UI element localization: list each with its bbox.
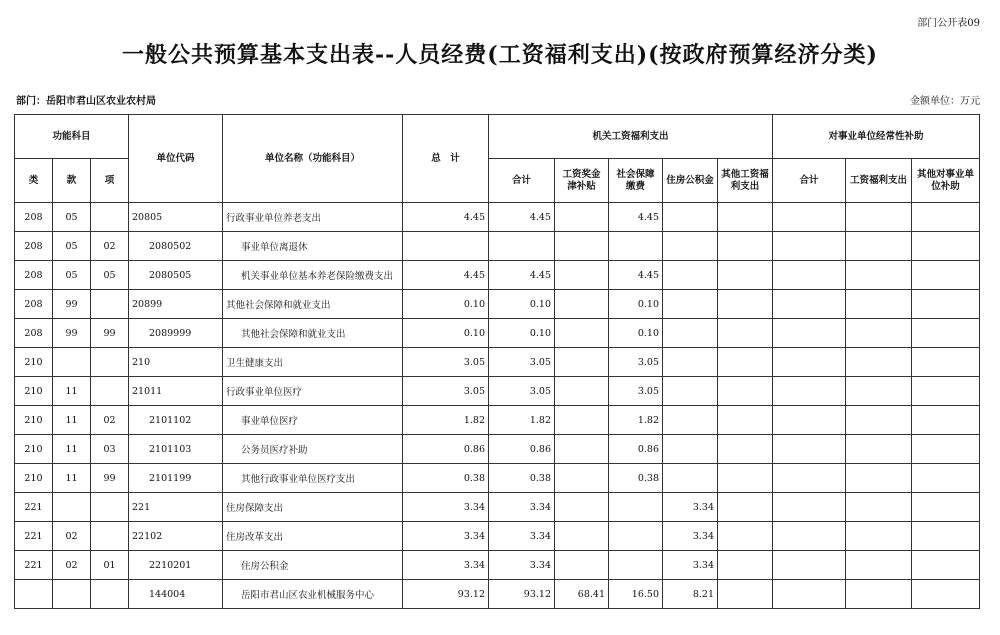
cell-unit-name: 机关事业单位基本养老保险缴费支出 <box>223 261 403 290</box>
cell-xiang: 99 <box>91 319 129 348</box>
cell-social-security: 3.05 <box>609 377 663 406</box>
cell-other-wage <box>718 203 773 232</box>
cell-inst-subtotal <box>773 319 846 348</box>
cell-lei: 221 <box>15 522 53 551</box>
cell-housing-fund: 8.21 <box>663 580 718 609</box>
table-row <box>15 464 980 493</box>
cell-other-wage <box>718 348 773 377</box>
header-inst-other: 其他对事业单位补助 <box>912 159 980 203</box>
cell-inst-subtotal <box>773 464 846 493</box>
cell-inst-wage <box>846 203 912 232</box>
cell-housing-fund: 3.34 <box>663 551 718 580</box>
cell-wage-bonus <box>555 522 609 551</box>
cell-social-security <box>609 232 663 261</box>
table-row <box>15 290 980 319</box>
cell-xiang <box>91 348 129 377</box>
cell-inst-subtotal <box>773 551 846 580</box>
cell-lei: 208 <box>15 290 53 319</box>
cell-lei: 221 <box>15 551 53 580</box>
cell-kuan: 02 <box>53 551 91 580</box>
cell-kuan <box>53 348 91 377</box>
cell-org-subtotal: 3.34 <box>489 522 555 551</box>
cell-wage-bonus <box>555 348 609 377</box>
cell-unit-code: 210 <box>129 348 223 377</box>
cell-inst-subtotal <box>773 377 846 406</box>
header-inst-wage: 工资福利支出 <box>846 159 912 203</box>
cell-xiang <box>91 493 129 522</box>
cell-wage-bonus <box>555 319 609 348</box>
cell-org-subtotal: 3.34 <box>489 551 555 580</box>
cell-inst-other <box>912 580 980 609</box>
cell-other-wage <box>718 580 773 609</box>
cell-xiang: 02 <box>91 232 129 261</box>
cell-org-subtotal: 3.34 <box>489 493 555 522</box>
cell-xiang: 01 <box>91 551 129 580</box>
cell-other-wage <box>718 435 773 464</box>
cell-lei: 208 <box>15 203 53 232</box>
cell-kuan: 99 <box>53 319 91 348</box>
cell-xiang <box>91 203 129 232</box>
header-unit-name: 单位名称（功能科目） <box>223 115 403 203</box>
cell-other-wage <box>718 232 773 261</box>
cell-inst-subtotal <box>773 203 846 232</box>
cell-housing-fund <box>663 464 718 493</box>
cell-unit-name: 卫生健康支出 <box>223 348 403 377</box>
cell-unit-name: 岳阳市君山区农业机械服务中心 <box>223 580 403 609</box>
cell-xiang: 03 <box>91 435 129 464</box>
cell-unit-code: 2101199 <box>129 464 223 493</box>
cell-wage-bonus <box>555 493 609 522</box>
cell-unit-name: 事业单位医疗 <box>223 406 403 435</box>
cell-unit-name: 住房保障支出 <box>223 493 403 522</box>
cell-xiang <box>91 290 129 319</box>
table-header <box>15 115 980 203</box>
cell-kuan: 11 <box>53 464 91 493</box>
department-label: 部门：岳阳市君山区农业农村局 <box>16 96 156 107</box>
cell-total: 93.12 <box>403 580 489 609</box>
cell-unit-name: 事业单位离退休 <box>223 232 403 261</box>
cell-unit-code: 20805 <box>129 203 223 232</box>
header-unit-code: 单位代码 <box>129 115 223 203</box>
cell-org-subtotal: 0.10 <box>489 290 555 319</box>
cell-social-security <box>609 522 663 551</box>
cell-inst-wage <box>846 348 912 377</box>
cell-social-security: 3.05 <box>609 348 663 377</box>
cell-inst-other <box>912 377 980 406</box>
cell-lei: 210 <box>15 406 53 435</box>
cell-lei: 208 <box>15 232 53 261</box>
header-total: 总 计 <box>403 115 489 203</box>
cell-total: 0.10 <box>403 319 489 348</box>
cell-unit-name: 其他社会保障和就业支出 <box>223 290 403 319</box>
cell-social-security <box>609 493 663 522</box>
cell-kuan: 11 <box>53 435 91 464</box>
cell-social-security: 4.45 <box>609 261 663 290</box>
cell-kuan: 02 <box>53 522 91 551</box>
cell-xiang: 05 <box>91 261 129 290</box>
header-wage-bonus: 工资奖金津补贴 <box>555 159 609 203</box>
cell-inst-other <box>912 551 980 580</box>
cell-total: 1.82 <box>403 406 489 435</box>
cell-unit-code: 221 <box>129 493 223 522</box>
table-body <box>15 203 980 609</box>
cell-inst-other <box>912 290 980 319</box>
cell-housing-fund <box>663 406 718 435</box>
cell-social-security: 0.38 <box>609 464 663 493</box>
cell-inst-wage <box>846 580 912 609</box>
cell-unit-name: 住房改革支出 <box>223 522 403 551</box>
cell-other-wage <box>718 319 773 348</box>
cell-wage-bonus <box>555 290 609 319</box>
table-row <box>15 348 980 377</box>
cell-org-subtotal: 0.38 <box>489 464 555 493</box>
cell-org-subtotal: 3.05 <box>489 377 555 406</box>
cell-kuan: 05 <box>53 203 91 232</box>
cell-wage-bonus <box>555 203 609 232</box>
amount-unit-label: 金额单位：万元 <box>910 96 980 107</box>
cell-social-security: 0.86 <box>609 435 663 464</box>
table-row <box>15 522 980 551</box>
cell-unit-code: 21011 <box>129 377 223 406</box>
cell-wage-bonus <box>555 464 609 493</box>
cell-unit-code: 2089999 <box>129 319 223 348</box>
cell-total: 3.34 <box>403 551 489 580</box>
cell-org-subtotal: 93.12 <box>489 580 555 609</box>
cell-social-security <box>609 551 663 580</box>
cell-org-subtotal: 4.45 <box>489 261 555 290</box>
cell-inst-wage <box>846 435 912 464</box>
cell-inst-wage <box>846 319 912 348</box>
cell-unit-name: 行政事业单位医疗 <box>223 377 403 406</box>
cell-inst-other <box>912 522 980 551</box>
header-lei: 类 <box>15 159 53 203</box>
table-row <box>15 261 980 290</box>
cell-kuan: 11 <box>53 377 91 406</box>
cell-inst-wage <box>846 551 912 580</box>
page-title: 一般公共预算基本支出表--人员经费(工资福利支出)(按政府预算经济分类) <box>122 42 878 68</box>
cell-housing-fund <box>663 232 718 261</box>
header-social-security: 社会保障缴费 <box>609 159 663 203</box>
cell-lei: 210 <box>15 435 53 464</box>
cell-wage-bonus <box>555 232 609 261</box>
cell-inst-wage <box>846 464 912 493</box>
cell-inst-subtotal <box>773 290 846 319</box>
cell-inst-other <box>912 203 980 232</box>
cell-total: 4.45 <box>403 203 489 232</box>
header-func-subject: 功能科目 <box>15 115 129 159</box>
cell-other-wage <box>718 464 773 493</box>
cell-housing-fund <box>663 377 718 406</box>
table-row <box>15 551 980 580</box>
cell-org-subtotal: 0.86 <box>489 435 555 464</box>
cell-inst-subtotal <box>773 493 846 522</box>
table-row <box>15 319 980 348</box>
cell-inst-wage <box>846 406 912 435</box>
cell-housing-fund <box>663 435 718 464</box>
cell-inst-other <box>912 261 980 290</box>
cell-unit-name: 住房公积金 <box>223 551 403 580</box>
cell-unit-name: 行政事业单位养老支出 <box>223 203 403 232</box>
cell-inst-other <box>912 435 980 464</box>
header-org-subtotal: 合计 <box>489 159 555 203</box>
cell-kuan: 99 <box>53 290 91 319</box>
cell-wage-bonus <box>555 435 609 464</box>
cell-lei: 210 <box>15 348 53 377</box>
cell-housing-fund <box>663 290 718 319</box>
cell-total: 0.38 <box>403 464 489 493</box>
cell-kuan: 11 <box>53 406 91 435</box>
cell-inst-subtotal <box>773 261 846 290</box>
cell-other-wage <box>718 522 773 551</box>
table-number-label: 部门公开表09 <box>917 18 980 29</box>
cell-unit-code: 144004 <box>129 580 223 609</box>
cell-wage-bonus <box>555 377 609 406</box>
cell-org-subtotal: 0.10 <box>489 319 555 348</box>
cell-inst-wage <box>846 232 912 261</box>
cell-housing-fund <box>663 261 718 290</box>
cell-kuan: 05 <box>53 232 91 261</box>
cell-lei: 208 <box>15 261 53 290</box>
cell-kuan: 05 <box>53 261 91 290</box>
cell-housing-fund <box>663 203 718 232</box>
cell-lei <box>15 580 53 609</box>
cell-org-subtotal: 1.82 <box>489 406 555 435</box>
cell-wage-bonus <box>555 261 609 290</box>
cell-inst-other <box>912 493 980 522</box>
cell-total: 3.34 <box>403 522 489 551</box>
cell-lei: 210 <box>15 377 53 406</box>
cell-total: 0.10 <box>403 290 489 319</box>
cell-total <box>403 232 489 261</box>
cell-inst-subtotal <box>773 522 846 551</box>
cell-unit-name: 其他社会保障和就业支出 <box>223 319 403 348</box>
cell-xiang: 99 <box>91 464 129 493</box>
cell-inst-subtotal <box>773 232 846 261</box>
cell-housing-fund: 3.34 <box>663 493 718 522</box>
cell-total: 0.86 <box>403 435 489 464</box>
table-row <box>15 377 980 406</box>
cell-total: 3.05 <box>403 348 489 377</box>
cell-other-wage <box>718 290 773 319</box>
cell-unit-code: 2080505 <box>129 261 223 290</box>
cell-unit-code: 2101102 <box>129 406 223 435</box>
header-housing-fund: 住房公积金 <box>663 159 718 203</box>
cell-unit-code: 2080502 <box>129 232 223 261</box>
cell-org-subtotal: 3.05 <box>489 348 555 377</box>
table-row <box>15 406 980 435</box>
cell-other-wage <box>718 551 773 580</box>
cell-other-wage <box>718 493 773 522</box>
header-other-wage: 其他工资福利支出 <box>718 159 773 203</box>
cell-unit-name: 公务员医疗补助 <box>223 435 403 464</box>
cell-social-security: 4.45 <box>609 203 663 232</box>
cell-other-wage <box>718 406 773 435</box>
cell-inst-other <box>912 348 980 377</box>
cell-inst-wage <box>846 377 912 406</box>
cell-lei: 221 <box>15 493 53 522</box>
header-org-group: 机关工资福利支出 <box>489 115 773 159</box>
cell-inst-subtotal <box>773 435 846 464</box>
cell-wage-bonus: 68.41 <box>555 580 609 609</box>
header-xiang: 项 <box>91 159 129 203</box>
cell-social-security: 1.82 <box>609 406 663 435</box>
cell-inst-wage <box>846 261 912 290</box>
header-inst-subtotal: 合计 <box>773 159 846 203</box>
table-row <box>15 435 980 464</box>
cell-social-security: 0.10 <box>609 290 663 319</box>
cell-unit-name: 其他行政事业单位医疗支出 <box>223 464 403 493</box>
budget-table <box>14 114 980 609</box>
cell-inst-other <box>912 464 980 493</box>
table-row <box>15 580 980 609</box>
cell-social-security: 16.50 <box>609 580 663 609</box>
cell-lei: 208 <box>15 319 53 348</box>
cell-social-security: 0.10 <box>609 319 663 348</box>
cell-other-wage <box>718 261 773 290</box>
cell-org-subtotal: 4.45 <box>489 203 555 232</box>
cell-wage-bonus <box>555 551 609 580</box>
table-row <box>15 493 980 522</box>
cell-housing-fund <box>663 348 718 377</box>
table-row <box>15 203 980 232</box>
cell-unit-code: 2210201 <box>129 551 223 580</box>
cell-kuan <box>53 580 91 609</box>
cell-inst-other <box>912 232 980 261</box>
cell-xiang: 02 <box>91 406 129 435</box>
cell-unit-code: 2101103 <box>129 435 223 464</box>
cell-inst-subtotal <box>773 406 846 435</box>
cell-total: 4.45 <box>403 261 489 290</box>
cell-inst-subtotal <box>773 580 846 609</box>
cell-kuan <box>53 493 91 522</box>
cell-inst-subtotal <box>773 348 846 377</box>
cell-wage-bonus <box>555 406 609 435</box>
cell-inst-wage <box>846 493 912 522</box>
cell-org-subtotal <box>489 232 555 261</box>
cell-inst-wage <box>846 290 912 319</box>
cell-lei: 210 <box>15 464 53 493</box>
cell-xiang <box>91 377 129 406</box>
header-inst-group: 对事业单位经常性补助 <box>773 115 980 159</box>
cell-other-wage <box>718 377 773 406</box>
cell-unit-code: 20899 <box>129 290 223 319</box>
table-row <box>15 232 980 261</box>
cell-inst-wage <box>846 522 912 551</box>
header-kuan: 款 <box>53 159 91 203</box>
cell-inst-other <box>912 406 980 435</box>
cell-housing-fund: 3.34 <box>663 522 718 551</box>
cell-unit-code: 22102 <box>129 522 223 551</box>
cell-housing-fund <box>663 319 718 348</box>
cell-total: 3.05 <box>403 377 489 406</box>
cell-inst-other <box>912 319 980 348</box>
cell-xiang <box>91 522 129 551</box>
cell-xiang <box>91 580 129 609</box>
cell-total: 3.34 <box>403 493 489 522</box>
